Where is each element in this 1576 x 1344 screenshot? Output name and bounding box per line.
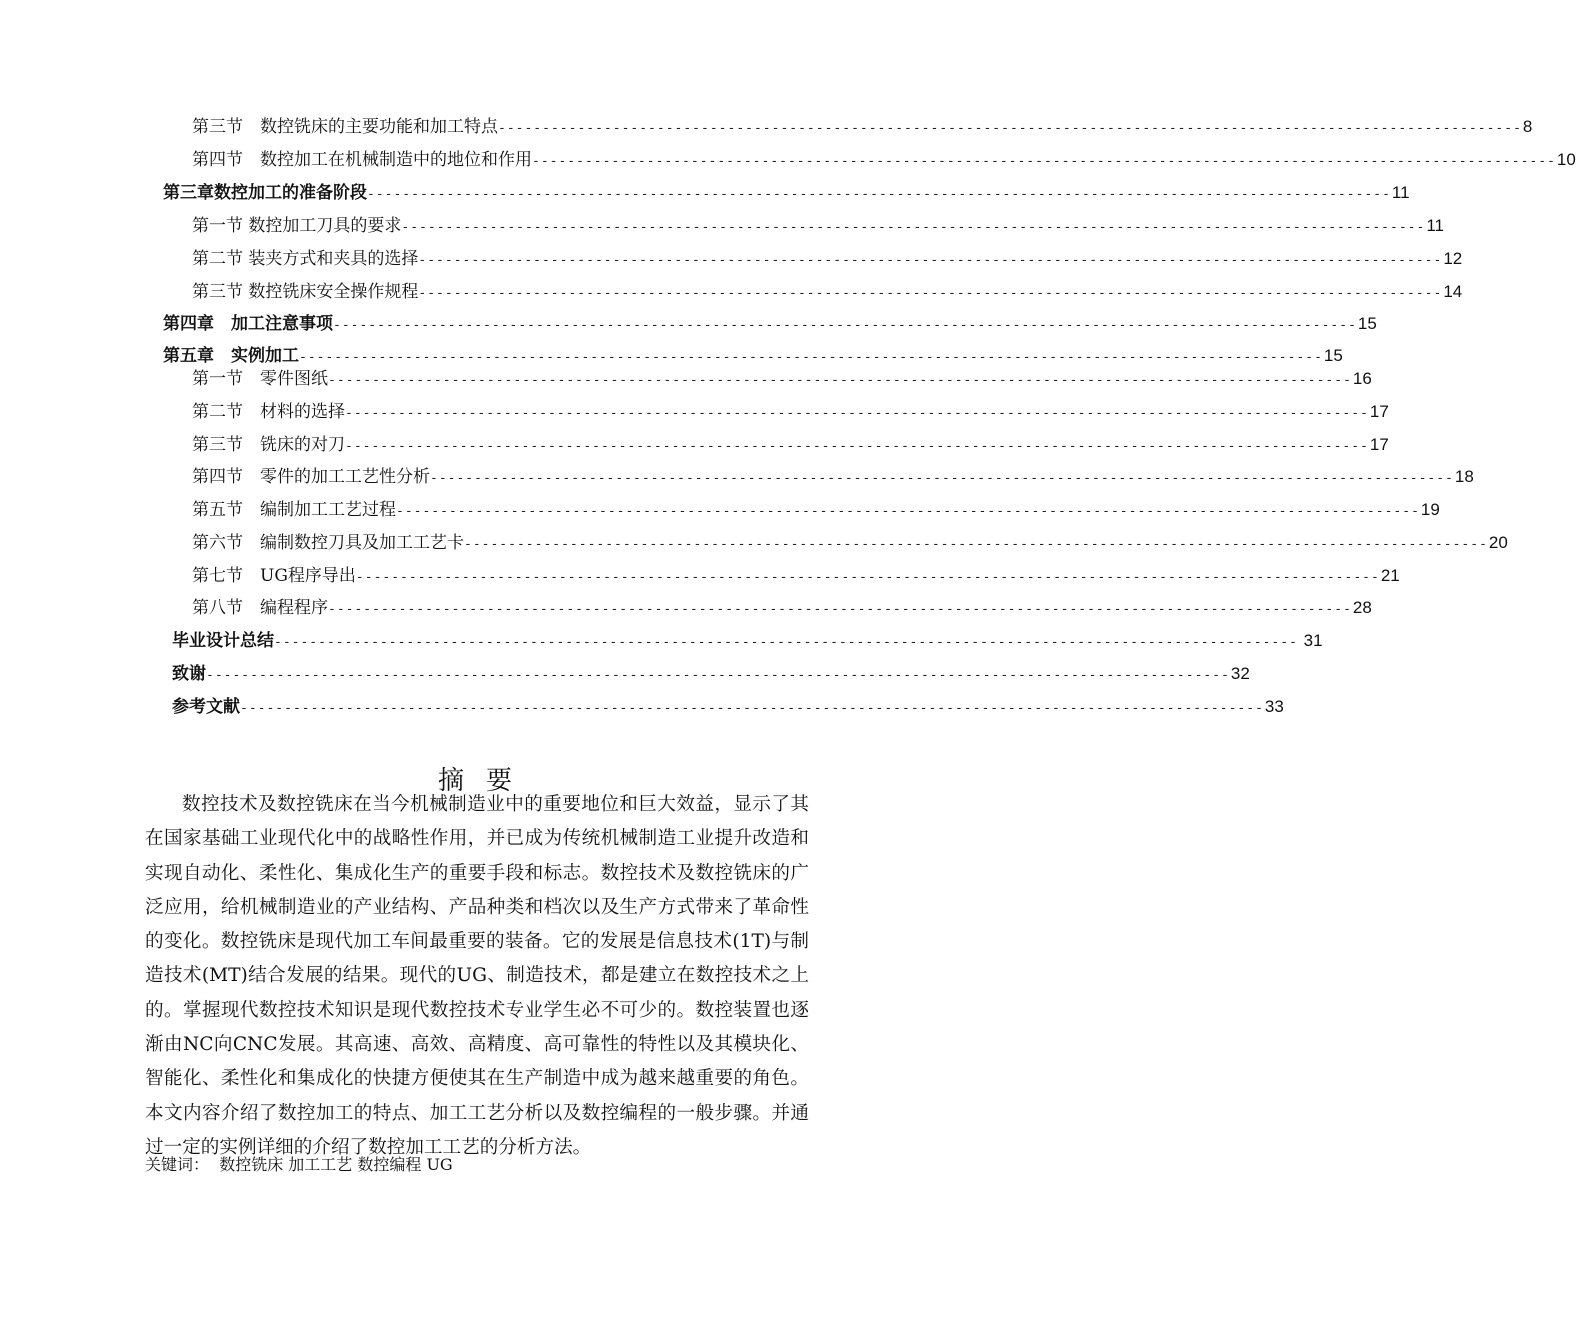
toc-entry-label: 第六节 编制数控刀具及加工工艺卡 [192, 533, 464, 553]
toc-page-number: 11 [1391, 183, 1410, 202]
toc-entry[interactable] [172, 692, 1284, 722]
toc-entry[interactable] [192, 112, 1533, 142]
toc-page-number: 20 [1488, 533, 1508, 552]
toc-entry-label: 第一节 数控加工刀具的要求 [192, 216, 402, 236]
toc-entry-label: 第八节 编程程序 [192, 598, 328, 618]
toc-page-number: 12 [1443, 249, 1463, 268]
toc-entry-label: 第四节 零件的加工工艺性分析 [192, 467, 430, 487]
toc-leader: -------------------------------------------------------------------------------------------------------------------- [333, 318, 1357, 333]
keywords-line [145, 1150, 453, 1180]
toc-entry-label: 第三章数控加工的准备阶段 [163, 183, 367, 203]
toc-entry-label: 毕业设计总结 [172, 631, 274, 651]
toc-entry[interactable] [163, 309, 1377, 339]
toc-entry-label: 第二节 装夹方式和夹具的选择 [192, 249, 419, 269]
toc-leader: -------------------------------------------------------------------------------------------------------------------- [355, 570, 1380, 585]
toc-leader: -------------------------------------------------------------------------------------------------------------------- [206, 668, 1230, 683]
toc-entry-label: 第五节 编制加工工艺过程 [192, 500, 396, 520]
toc-entry[interactable] [192, 593, 1372, 623]
toc-leader: -------------------------------------------------------------------------------------------------------------------- [328, 373, 1352, 388]
toc-entry-label: 第五章 实例加工 [163, 346, 299, 366]
toc-entry[interactable] [192, 277, 1463, 307]
toc-leader: -------------------------------------------------------------------------------------------------------------------- [328, 602, 1352, 617]
toc-page-number: 33 [1264, 697, 1284, 716]
toc-entry-label: 第三节 铣床的对刀 [192, 435, 345, 455]
toc-entry[interactable] [163, 178, 1410, 208]
toc-leader: -------------------------------------------------------------------------------------------------------------------- [532, 154, 1556, 169]
toc-page-number: 18 [1454, 467, 1474, 486]
toc-leader: -------------------------------------------------------------------------------------------------------------------- [401, 220, 1426, 235]
toc-leader: -------------------------------------------------------------------------------------------------------------------- [418, 286, 1443, 301]
toc-entry-label: 第四节 数控加工在机械制造中的地位和作用 [192, 150, 532, 170]
toc-entry-label: 致谢 [172, 664, 206, 684]
toc-page-number: 15 [1323, 346, 1343, 365]
toc-page-number: 10 [1556, 150, 1576, 169]
toc-page-number: 15 [1357, 314, 1377, 333]
toc-entry-label: 第二节 材料的选择 [192, 402, 345, 422]
toc-leader: -------------------------------------------------------------------------------------------------------------------- [430, 471, 1454, 486]
toc-entry[interactable] [192, 244, 1463, 274]
toc-entry[interactable] [192, 364, 1372, 394]
toc-page-number: 32 [1230, 664, 1250, 683]
toc-leader: -------------------------------------------------------------------------------------------------------------------- [464, 537, 1488, 552]
toc-page-number: 19 [1420, 500, 1440, 519]
toc-entry[interactable] [192, 495, 1440, 525]
toc-leader: -------------------------------------------------------------------------------------------------------------------- [299, 350, 1323, 365]
toc-entry[interactable] [192, 462, 1474, 492]
toc-page-number: 16 [1352, 369, 1372, 388]
toc-page-number: 28 [1352, 598, 1372, 617]
toc-page-number: 17 [1369, 435, 1389, 454]
keywords-value: 数控铣床 加工工艺 数控编程 UG [209, 1155, 453, 1174]
toc-leader: -------------------------------------------------------------------------------------------------------------------- [367, 187, 1391, 202]
toc-entry-label: 参考文献 [172, 697, 240, 717]
toc-page-number: 14 [1443, 282, 1463, 301]
toc-page-number: 21 [1380, 566, 1400, 585]
toc-entry[interactable] [172, 626, 1323, 656]
toc-leader: -------------------------------------------------------------------------------------------------------------------- [396, 504, 1420, 519]
toc-entry[interactable] [192, 561, 1400, 591]
toc-leader: -------------------------------------------------------------------------------------------------------------------- [498, 121, 1522, 136]
toc-page-number: 31 [1298, 631, 1323, 650]
toc-entry[interactable] [192, 397, 1389, 427]
toc-leader: -------------------------------------------------------------------------------------------------------------------- [418, 253, 1443, 268]
toc-entry-label: 第三节 数控铣床安全操作规程 [192, 282, 419, 302]
keywords-label: 关键词： [145, 1155, 210, 1174]
toc-entry-label: 第七节 UG程序导出 [192, 566, 356, 586]
toc-leader: -------------------------------------------------------------------------------------------------------------------- [274, 635, 1298, 650]
toc-entry[interactable] [192, 528, 1508, 558]
toc-entry-label: 第三节 数控铣床的主要功能和加工特点 [192, 117, 498, 137]
toc-entry[interactable] [192, 145, 1576, 175]
toc-page-number: 17 [1369, 402, 1389, 421]
abstract-body: 数控技术及数控铣床在当今机械制造业中的重要地位和巨大效益，显示了其在国家基础工业现代化中的战略性作用，并已成为传统机械制造工业提升改造和实现自动化、柔性化、集成化生产的重要手段和标志。数控技术及数控铣床的广泛应用，给机械制造业的产业结构、产品种类和档次以及生产方式带来了革命性的变化。数控铣床是现代加工车间最重要的装备。它的发展是信息技术(1T)与制造技术(MT)结合发展的结果。现代的UG、制造技术，都是建立在数控技术之上的。掌握现代数控技术知识是现代数控技术专业学生必不可少的。数控装置也逐渐由NC向CNC发展。其高速、高效、高精度、高可靠性的特性以及其模块化、智能化、柔性化和集成化的快捷方便使其在生产制造中成为越来越重要的角色。本文内容介绍了数控加工的特点、加工工艺分析以及数控编程的一般步骤。并通过一定的实例详细的介绍了数控加工工艺的分析方法。 [145, 794, 809, 1158]
toc-entry-label: 第一节 零件图纸 [192, 369, 328, 389]
abstract-title: 摘要 [437, 766, 534, 796]
toc-leader: -------------------------------------------------------------------------------------------------------------------- [345, 406, 1369, 421]
toc-entry[interactable] [192, 211, 1444, 241]
toc-entry-label: 第四章 加工注意事项 [163, 314, 333, 334]
toc-page-number: 11 [1426, 216, 1444, 235]
toc-page-number: 8 [1522, 117, 1533, 136]
toc-leader: -------------------------------------------------------------------------------------------------------------------- [345, 439, 1369, 454]
toc-entry[interactable] [192, 430, 1389, 460]
toc-entry[interactable] [172, 659, 1250, 689]
toc-leader: -------------------------------------------------------------------------------------------------------------------- [240, 701, 1264, 716]
